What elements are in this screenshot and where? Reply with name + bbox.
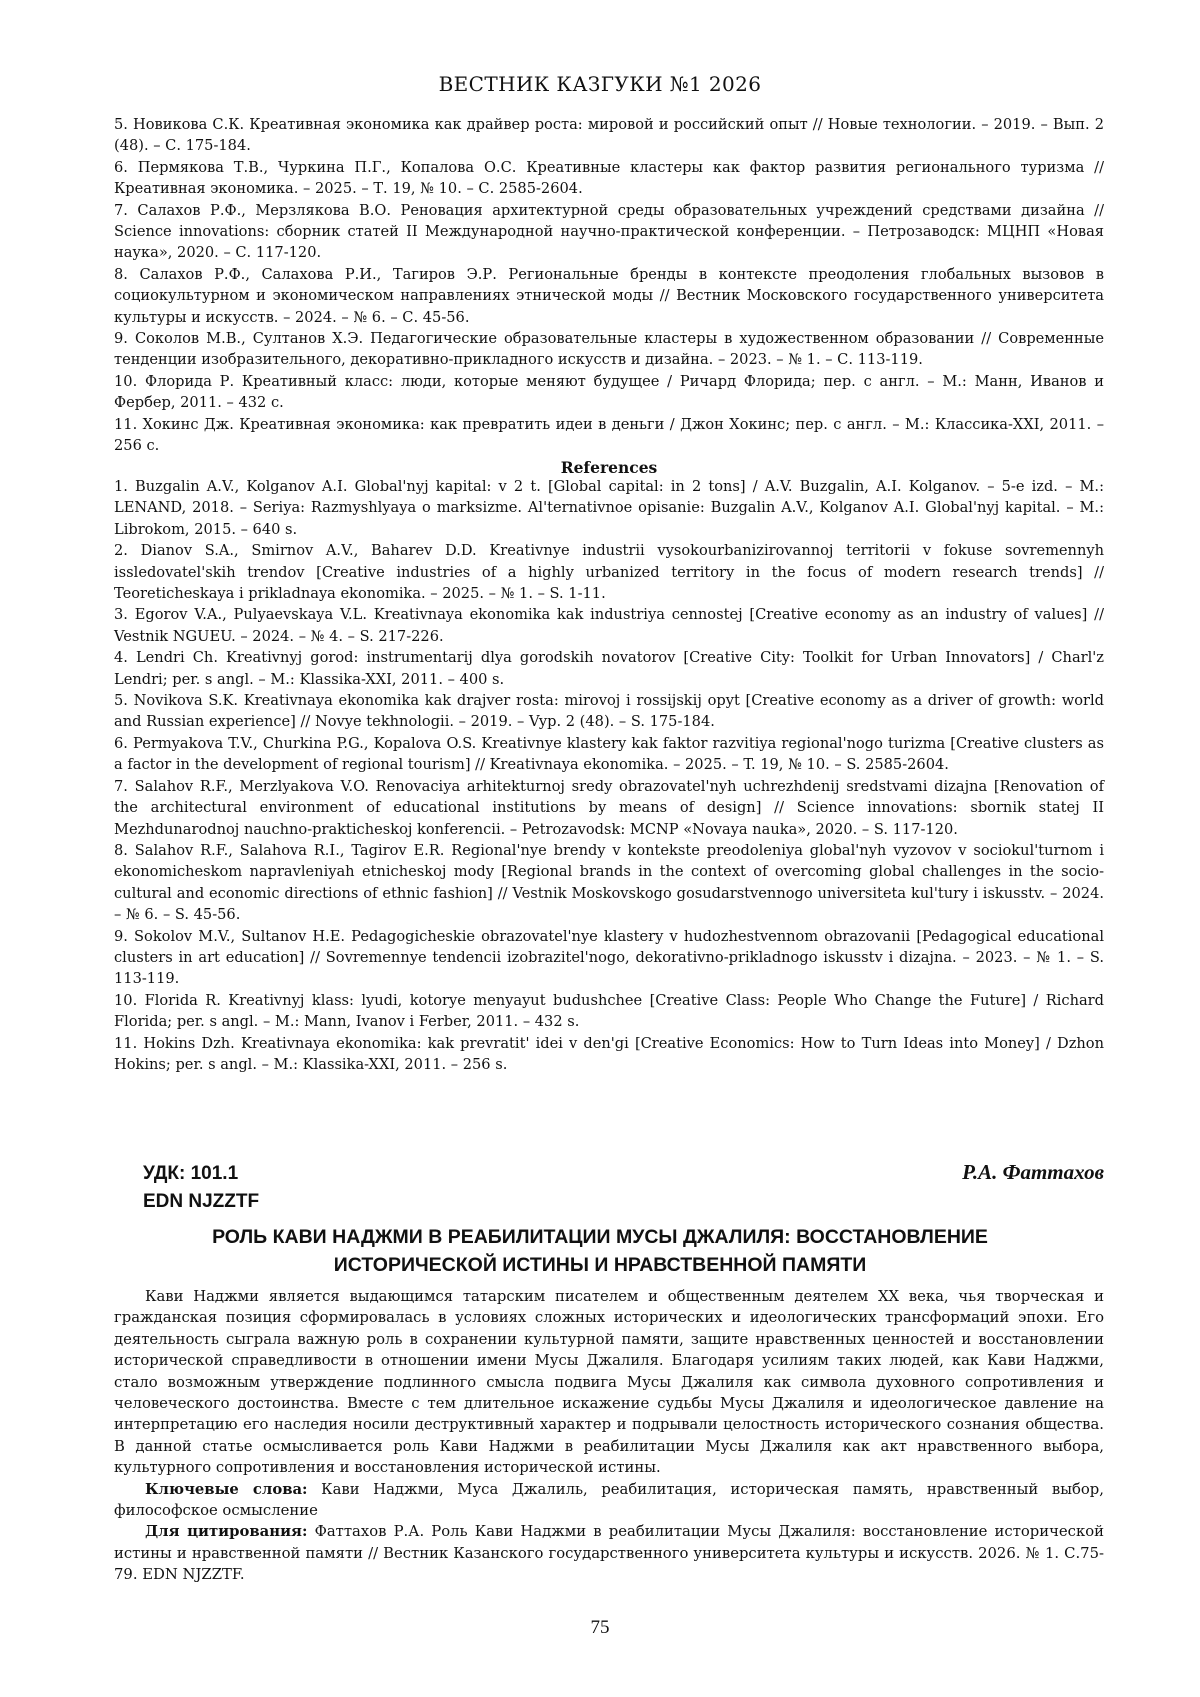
reference-item: 1. Buzgalin A.V., Kolganov A.I. Global'nyj kapital: v 2 t. [Global capital: in 2 tons] / A.V. Buzgalin, A.I. Kolganov. – 5-e izd. – M.: LENAND, 2018. – Seriya: Razmyshlyaya o marksizme. Al'ternativnoe opisanie: Buzgalin A.V., Kolganov A.I. Global'nyj kapital. – M.: Librokom, 2015. – 640 s. [114,478,1104,538]
reference-item: 5. Новикова С.К. Креативная экономика как драйвер роста: мировой и российский опыт // Новые технологии. – 2019. – Вып. 2 (48). – С. 175-184. [114,116,1104,155]
reference-item: 10. Флорида Р. Креативный класс: люди, которые меняют будущее / Ричард Флорида; пер. с англ. – М.: Манн, Иванов и Фербер, 2011. – 432 с. [114,372,1104,412]
references-russian-list [114,114,1104,478]
citation-paragraph [114,1521,1104,1585]
udk-code: УДК: 101.1 [143,1163,239,1184]
journal-header: ВЕСТНИК КАЗГУКИ №1 2026 [438,72,762,96]
keywords-paragraph [114,1479,1104,1522]
reference-item: 11. Hokins Dzh. Kreativnaya ekonomika: kak prevratit' idei v den'gi [Creative Economics: How to Turn Ideas into Money] / Dzhon Hokins; per. s angl. – M.: Klassika-XXI, 2011. – 256 s. [114,1034,1104,1073]
reference-item: 8. Салахов Р.Ф., Салахова Р.И., Тагиров Э.Р. Региональные бренды в контексте преодоления глобальных вызовов в социокультурном и экономическом направлениях этнической моды // Вестник Московского государственного университета культуры и искусств. – 2024. – № 6. – С. 45-56. [114,265,1104,326]
reference-item: 6. Пермякова Т.В., Чуркина П.Г., Копалова О.С. Креативные кластеры как фактор развития регионального туризма // Креативная экономика. – 2025. – Т. 19, № 10. – С. 2585-2604. [114,158,1104,198]
edn-code: EDN NJZZTF [143,1191,260,1212]
reference-item: 8. Salahov R.F., Salahova R.I., Tagirov E.R. Regional'nye brendy v kontekste preodoleniya global'nyh vyzovov v sociokul'turnom i ekonomicheskom napravleniyah etnicheskoj mody [Regional brands in the context of overcoming global challenges in the socio-cultural and economic directions of ethnic fashion] // Vestnik Moskovskogo gosudarstvennogo universiteta kul'tury i iskusstv. – 2024. – № 6. – S. 45-56. [114,841,1104,924]
reference-item: 9. Sokolov M.V., Sultanov H.E. Pedagogicheskie obrazovatel'nye klastery v hudozhestvennom obrazovanii [Pedagogical educational clusters in art education] // Sovremennye tendencii izobrazitel'nogo, dekorativno-prikladnogo iskusstv i dizajna. – 2023. – № 1. – S. 113-119. [114,927,1104,988]
reference-item: 4. Lendri Ch. Kreativnyj gorod: instrumentarij dlya gorodskih novatorov [Creative City: Toolkit for Urban Innovators] / Charl'z Lendri; per. s angl. – M.: Klassika-XXI, 2011. – 400 s. [114,649,1104,688]
article-author: Р.А. Фаттахов [962,1160,1104,1184]
references-heading: References [560,457,658,477]
abstract-text: Кави Наджми является выдающимся татарским писателем и общественным деятелем XX века, чья творческая и гражданская позиция сформировалась в условиях сложных исторических и идеологических трансформаций эпохи. Его деятельность сыграла важную роль в сохранении культурной памяти, защите нравственных ценностей и восстановлении исторической справедливости в отношении имени Мусы Джалиля. Благодаря усилиям таких людей, как Кави Наджми, стало возможным утверждение подлинного смысла подвига Мусы Джалиля как символа духовного сопротивления и человеческого достоинства. Вместе с тем длительное искажение судьбы Мусы Джалиля и идеологическое давление на интерпретацию его наследия носили деструктивный характер и подрывали целостность исторического сознания общества. В данной статье осмысливается роль Кави Наджми в реабилитации Мусы Джалиля как акт нравственного выбора, культурного сопротивления и восстановления исторической истины. [114,1288,1104,1477]
reference-item: 11. Хокинс Дж. Креативная экономика: как превратить идеи в деньги / Джон Хокинс; пер. с англ. – М.: Классика-XXI, 2011. – 256 с. [114,415,1104,455]
article-meta [143,1160,259,1216]
article-title: РОЛЬ КАВИ НАДЖМИ В РЕАБИЛИТАЦИИ МУСЫ ДЖАЛИЛЯ: ВОССТАНОВЛЕНИЕ ИСТОРИЧЕСКОЙ ИСТИНЫ И НРАВСТВЕННОЙ ПАМЯТИ [212,1226,988,1276]
reference-item: 3. Egorov V.A., Pulyaevskaya V.L. Kreativnaya ekonomika kak industriya cennostej [Creative economy as an industry of values] // Vestnik NGUEU. – 2024. – № 4. – S. 217-226. [114,606,1104,645]
citation-label: Для цитирования: [145,1523,308,1541]
reference-item: 5. Novikova S.K. Kreativnaya ekonomika kak drajver rosta: mirovoj i rossijskij opyt [Creative economy as a driver of growth: world and Russian experience] // Novye tekhnologii. – 2019. – Vyp. 2 (48). – S. 175-184. [114,692,1104,731]
reference-item: 9. Соколов М.В., Султанов Х.Э. Педагогические образовательные кластеры в художественном образовании // Современные тенденции изобразительного, декоративно-прикладного искусств и дизайна. – 2023. – № 1. – С. 113-119. [114,330,1104,369]
references-english-list [114,476,1104,1075]
reference-item: 7. Салахов Р.Ф., Мерзлякова В.О. Реновация архитектурной среды образовательных учреждений средствами дизайна // Science innovations: сборник статей II Международной научно-практической конференции. – Петрозаводск: МЦНП «Новая наука», 2020. – С. 117-120. [114,201,1104,262]
keywords-text: Кави Наджми, Муса Джалиль, реабилитация, историческая память, нравственный выбор, философское осмысление [114,1480,1104,1520]
reference-item: 10. Florida R. Kreativnyj klass: lyudi, kotorye menyayut budushchee [Creative Class: People Who Change the Future] / Richard Florida; per. s angl. – M.: Mann, Ivanov i Ferber, 2011. – 432 s. [114,991,1104,1031]
page-number: 75 [590,1617,610,1638]
reference-item: 7. Salahov R.F., Merzlyakova V.O. Renovaciya arhitekturnoj sredy obrazovatel'nyh uchrezhdenij sredstvami dizajna [Renovation of the architectural environment of educational institutions by means of design] // Science innovations: sbornik statej II Mezhdunarodnoj nauchno-prakticheskoj konferencii. – Petrozavodsk: MCNP «Novaya nauka», 2020. – S. 117-120. [114,777,1104,838]
keywords-label: Ключевые слова: [145,1480,308,1498]
article-abstract-block [114,1286,1104,1586]
citation-text: Фаттахов Р.А. Роль Кави Наджми в реабилитации Мусы Джалиля: восстановление исторической истины и нравственной памяти // Вестник Казанского государственного университета культуры и искусств. 2026. № 1. С.75-79. EDN NJZZTF. [114,1523,1104,1584]
reference-item: 2. Dianov S.A., Smirnov A.V., Baharev D.D. Kreativnye industrii vysokourbanizirovannoj territorii v fokuse sovremennyh issledovatel'skih trendov [Creative industries of a highly urbanized territory in the focus of modern research trends] // Teoreticheskaya i prikladnaya ekonomika. – 2025. – № 1. – S. 1-11. [114,542,1104,603]
reference-item: 6. Permyakova T.V., Churkina P.G., Kopalova O.S. Kreativnye klastery kak faktor razvitiya regional'nogo turizma [Creative clusters as a factor in the development of regional tourism] // Kreativnaya ekonomika. – 2025. – T. 19, № 10. – S. 2585-2604. [114,734,1104,774]
